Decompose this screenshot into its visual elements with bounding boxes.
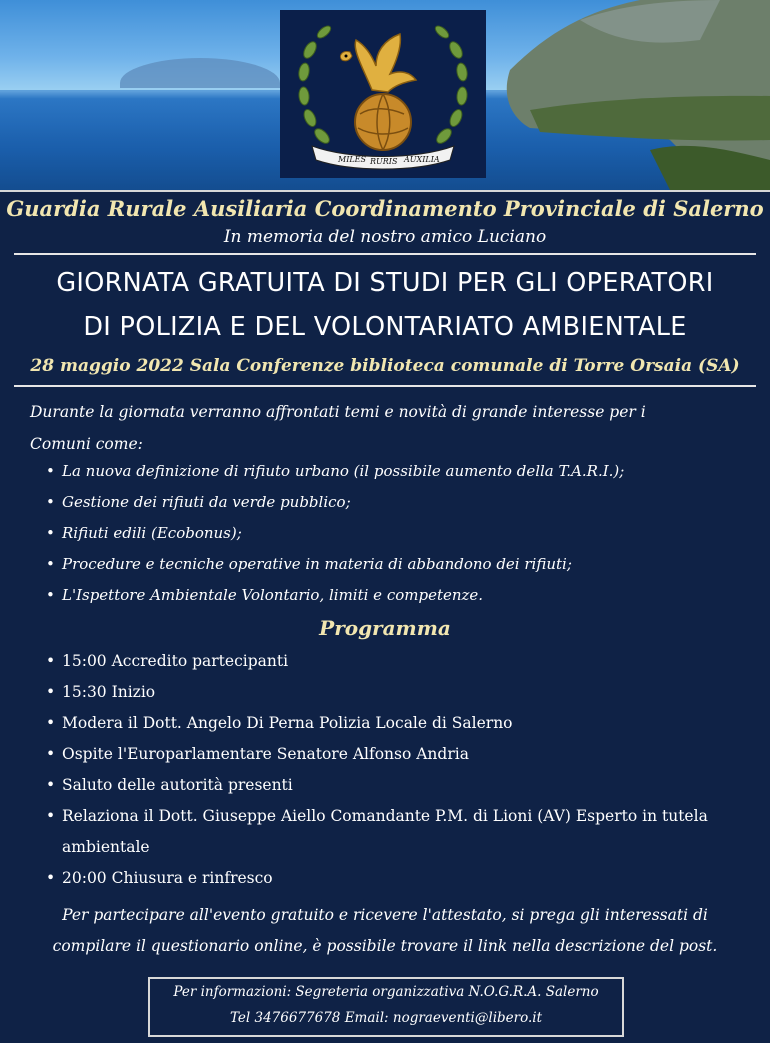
organization-name: Guardia Rurale Ausiliaria Coordinamento Provinciale di Salerno [6,196,764,221]
topics-list [62,456,752,611]
contact-info-line-1: Per informazioni: Segreteria organizzativa N.O.G.R.A. Salerno [173,984,599,1000]
topic-item: • Procedure e tecniche operative in materia di abbandono dei rifiuti; [62,549,752,580]
header-divider [0,190,770,192]
participation-note-line-1: Per partecipare all'evento gratuito e ricevere l'attestato, si prega gli interessati di [62,906,708,924]
intro-line-1: Durante la giornata verranno affrontati temi e novità di grande interesse per i [30,403,646,421]
coastal-cliff [470,0,770,190]
programma-list [62,646,762,894]
topic-item: • L'Ispettore Ambientale Volontario, limiti e competenze. [62,580,752,611]
programma-item: • Saluto delle autorità presenti [62,770,762,801]
intro-line-2: Comuni come: [30,435,143,453]
programma-item: • Modera il Dott. Angelo Di Perna Polizia Locale di Salerno [62,708,762,739]
distant-mountain [120,58,280,88]
programma-heading: Programma [319,616,451,640]
memorial-dedication: In memoria del nostro amico Luciano [223,227,547,247]
contact-info-line-2: Tel 3476677678 Email: nograeventi@libero.it [229,1010,543,1026]
motto-word-2: RURIS [370,157,398,166]
intro-text [30,396,750,460]
programma-item: • 15:30 Inizio [62,677,762,708]
participation-note [0,900,770,962]
eagle-globe-laurel-emblem [280,10,486,178]
event-title-line-1: GIORNATA GRATUITA DI STUDI PER GLI OPERATORI [56,268,714,298]
motto-word-3: AUXILIA [404,155,440,164]
event-title-line-2: DI POLIZIA E DEL VOLONTARIATO AMBIENTALE [83,312,687,342]
topic-item: • Rifiuti edili (Ecobonus); [62,518,752,549]
contact-info-box [148,977,624,1037]
programma-item: • 15:00 Accredito partecipanti [62,646,762,677]
event-date-location: 28 maggio 2022 Sala Conferenze biblioteca comunale di Torre Orsaia (SA) [30,356,740,376]
guardia-rurale-emblem [280,10,486,178]
programma-item: • 20:00 Chiusura e rinfresco [62,863,762,894]
participation-note-line-2: compilare il questionario online, è possibile trovare il link nella descrizione del post. [52,937,718,955]
title-divider-top [14,253,756,255]
motto-word-1: MILES [338,155,366,164]
topic-item: • La nuova definizione di rifiuto urbano (il possibile aumento della T.A.R.I.); [62,456,752,487]
topic-item: • Gestione dei rifiuti da verde pubblico; [62,487,752,518]
programma-item: • Relaziona il Dott. Giuseppe Aiello Comandante P.M. di Lioni (AV) Esperto in tutela ambientale [62,801,752,863]
programma-item: • Ospite l'Europarlamentare Senatore Alfonso Andria [62,739,762,770]
title-divider-bottom [14,385,756,387]
